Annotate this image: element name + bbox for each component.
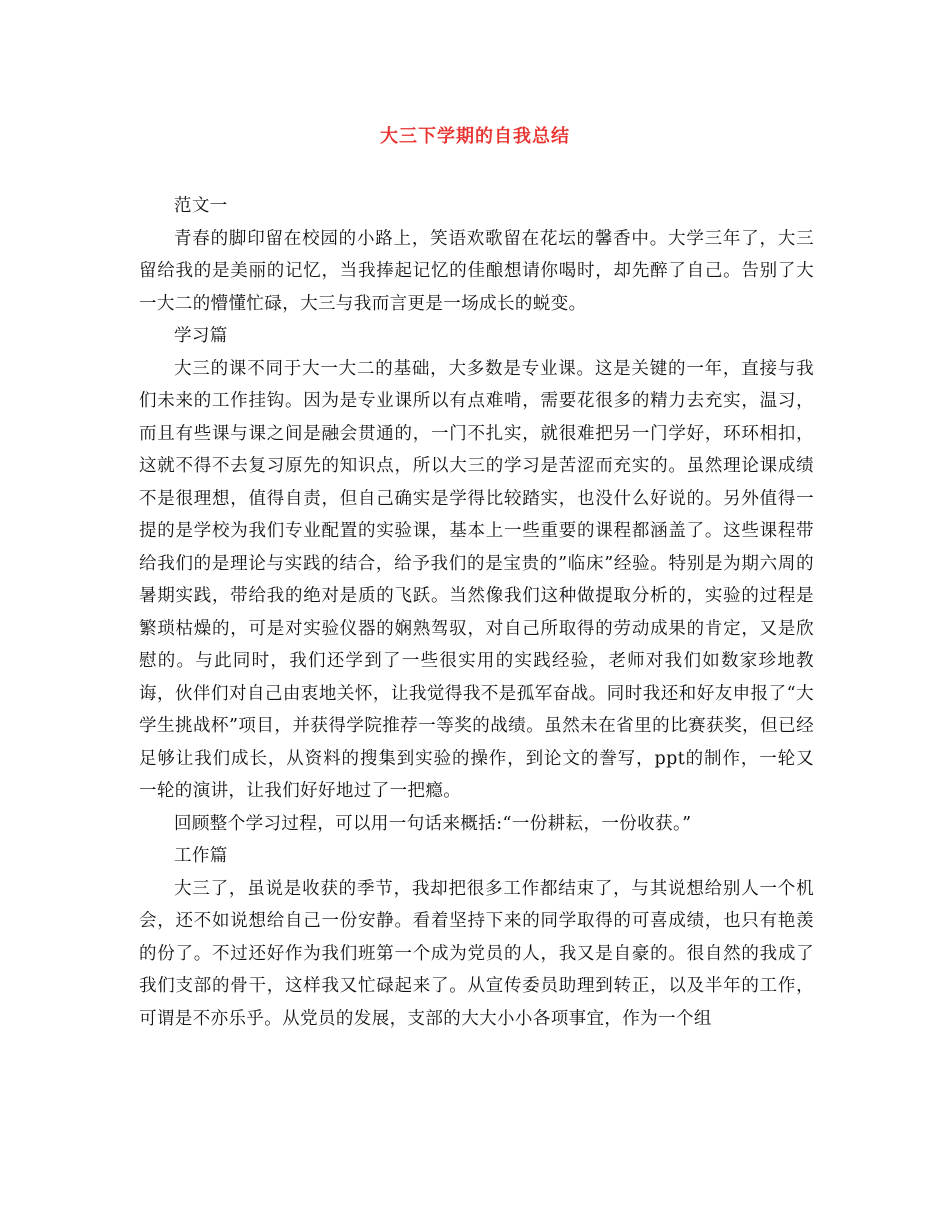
paragraph-intro: 青春的脚印留在校园的小路上，笑语欢歌留在花坛的馨香中。大学三年了，大三留给我的是美丽的记忆，当我捧起记忆的佳酿想请你喝时，却先醉了自己。告别了大一大二的懵懂忙碌，大三与我而言更是一场成长的蜕变。 bbox=[139, 228, 814, 314]
paragraph-work: 大三了，虽说是收获的季节，我却把很多工作都结束了，与其说想给别人一个机会，还不如说想给自己一份安静。看着坚持下来的同学取得的可喜成绩，也只有艳羡的份了。不过还好作为我们班第一个成为党员的人，我又是自豪的。很自然的我成了我们支部的骨干，这样我又忙碌起来了。从宣传委员助理到转正，以及半年的工作，可谓是不亦乐乎。从党员的发展，支部的大大小小各项事宜，作为一个组 bbox=[139, 878, 814, 1029]
paragraph-study-summary: 回顾整个学习过程，可以用一句话来概括:“一份耕耘，一份收获。” bbox=[174, 813, 692, 834]
section-heading-work: 工作篇 bbox=[174, 846, 228, 866]
section-label-fanwen: 范文一 bbox=[174, 196, 228, 216]
section-heading-study: 学习篇 bbox=[174, 326, 228, 346]
document-body bbox=[139, 190, 814, 1035]
document-title: 大三下学期的自我总结 bbox=[380, 126, 570, 147]
paragraph-study: 大三的课不同于大一大二的基础，大多数是专业课。这是关键的一年，直接与我们未来的工作挂钩。因为是专业课所以有点难啃，需要花很多的精力去充实，温习，而且有些课与课之间是融会贯通的，一门不扎实，就很难把另一门学好，环环相扣，这就不得不去复习原先的知识点，所以大三的学习是苦涩而充实的。虽然理论课成绩不是很理想，值得自责，但自己确实是学得比较踏实，也没什么好说的。另外值得一提的是学校为我们专业配置的实验课，基本上一些重要的课程都涵盖了。这些课程带给我们的是理论与实践的结合，给予我们的是宝贵的”临床”经验。特别是为期六周的暑期实践，带给我的绝对是质的飞跃。当然像我们这种做提取分析的，实验的过程是繁琐枯燥的，可是对实验仪器的娴熟驾驭，对自己所取得的劳动成果的肯定，又是欣慰的。与此同时，我们还学到了一些很实用的实践经验，老师对我们如数家珍地教诲，伙伴们对自己由衷地关怀，让我觉得我不是孤军奋战。同时我还和好友申报了“大学生挑战杯”项目，并获得学院推荐一等奖的战绩。虽然未在省里的比赛获奖，但已经足够让我们成长，从资料的搜集到实验的操作，到论文的誊写，ppt的制作，一轮又一轮的演讲，让我们好好地过了一把瘾。 bbox=[139, 358, 814, 801]
